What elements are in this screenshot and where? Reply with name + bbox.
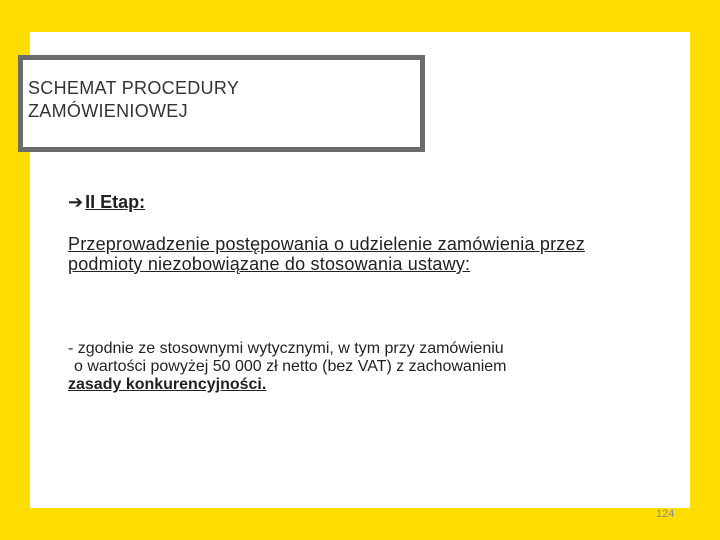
- body-line-1: - zgodnie ze stosownymi wytycznymi, w tym przy zamówieniu: [68, 340, 504, 357]
- stage-label: II Etap:: [85, 192, 146, 212]
- body-paragraph: [68, 340, 668, 394]
- body-line-3: zasady konkurencyjności.: [68, 376, 267, 393]
- stage-subtitle: Przeprowadzenie postępowania o udzielenie zamówienia przez podmioty niezobowiązane do stosowania ustawy:: [68, 234, 585, 274]
- slide-title: SCHEMAT PROCEDURY ZAMÓWIENIOWEJ: [28, 78, 240, 121]
- stage-heading: [68, 192, 145, 213]
- arrow-bullet-icon: ➔: [68, 192, 84, 212]
- page-number: 124: [656, 508, 675, 520]
- body-line-2: o wartości powyżej 50 000 zł netto (bez VAT) z zachowaniem: [74, 358, 507, 375]
